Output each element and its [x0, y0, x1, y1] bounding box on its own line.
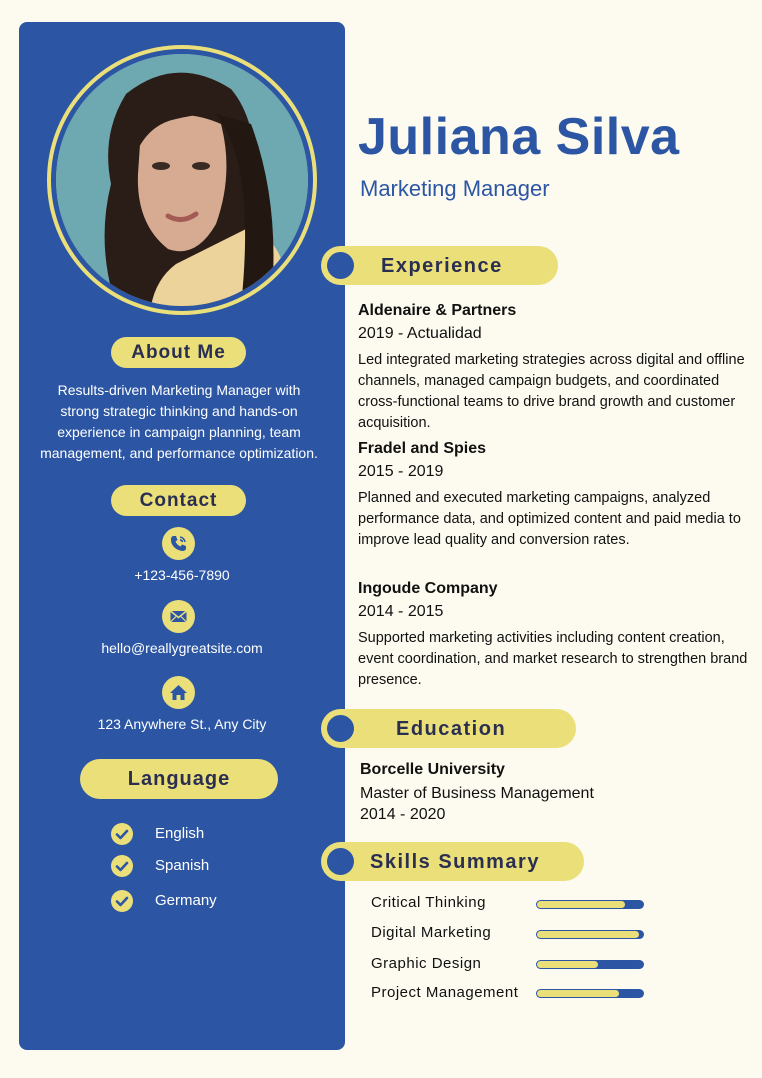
education-heading — [321, 709, 576, 748]
skill-bar — [536, 930, 644, 939]
skills-heading — [321, 842, 584, 881]
skill-bar-fill — [537, 961, 598, 968]
skill-label: Graphic Design — [371, 955, 482, 972]
job-years: 2014 - 2015 — [358, 603, 444, 620]
education-school: Borcelle University — [360, 761, 505, 778]
language-label: Spanish — [155, 857, 210, 874]
language-heading: Language — [80, 759, 278, 799]
job-company: Ingoude Company — [358, 580, 498, 597]
job-company: Fradel and Spies — [358, 440, 487, 457]
skill-label: Critical Thinking — [371, 894, 486, 911]
education-years: 2014 - 2020 — [360, 806, 446, 823]
experience-heading — [321, 246, 558, 285]
job-description: Planned and executed marketing campaigns, analyzed performance data, and optimized content and paid media to improve lead quality and conversion rates. — [358, 490, 741, 548]
skill-bar-fill — [537, 990, 619, 997]
job-years: 2019 - Actualidad — [358, 325, 482, 342]
skill-label: Digital Marketing — [371, 924, 492, 941]
contact-email[interactable]: hello@reallygreatsite.com — [101, 640, 263, 656]
language-label: Germany — [155, 892, 217, 909]
check-icon — [111, 823, 133, 845]
candidate-name: Juliana Silva — [358, 108, 680, 166]
job-description: Led integrated marketing strategies across digital and offline channels, managed campaign budgets, and coordinated cross-functional teams to drive brand growth and customer acquisition. — [358, 352, 745, 431]
profile-photo — [56, 54, 308, 306]
skill-bar — [536, 960, 644, 969]
skill-label: Project Management — [371, 984, 519, 1001]
skill-bar — [536, 900, 644, 909]
education-title: Education — [396, 718, 507, 740]
contact-heading: Contact — [111, 485, 246, 516]
education-degree: Master of Business Management — [360, 785, 594, 802]
bullet-dot-icon — [327, 715, 354, 742]
contact-phone[interactable]: +123-456-7890 — [134, 567, 230, 583]
about-me-text: Results-driven Marketing Manager with strong strategic thinking and hands-on experience in campaign planning, team management, and performance optimization. — [40, 382, 318, 461]
mail-icon — [162, 600, 195, 633]
skill-bar — [536, 989, 644, 998]
language-label: English — [155, 825, 205, 842]
experience-title: Experience — [381, 255, 503, 277]
phone-icon — [162, 527, 195, 560]
check-icon — [111, 855, 133, 877]
about-me-heading: About Me — [111, 337, 246, 368]
home-icon — [162, 676, 195, 709]
bullet-dot-icon — [327, 848, 354, 875]
contact-address: 123 Anywhere St., Any City — [97, 716, 267, 732]
check-icon — [111, 890, 133, 912]
skill-bar-fill — [537, 931, 639, 938]
skill-bar-fill — [537, 901, 625, 908]
job-years: 2015 - 2019 — [358, 463, 444, 480]
bullet-dot-icon — [327, 252, 354, 279]
candidate-role: Marketing Manager — [360, 176, 550, 201]
job-company: Aldenaire & Partners — [358, 302, 517, 319]
job-description: Supported marketing activities including content creation, event coordination, and market research to strengthen brand presence. — [358, 630, 748, 688]
skills-title: Skills Summary — [370, 851, 540, 873]
